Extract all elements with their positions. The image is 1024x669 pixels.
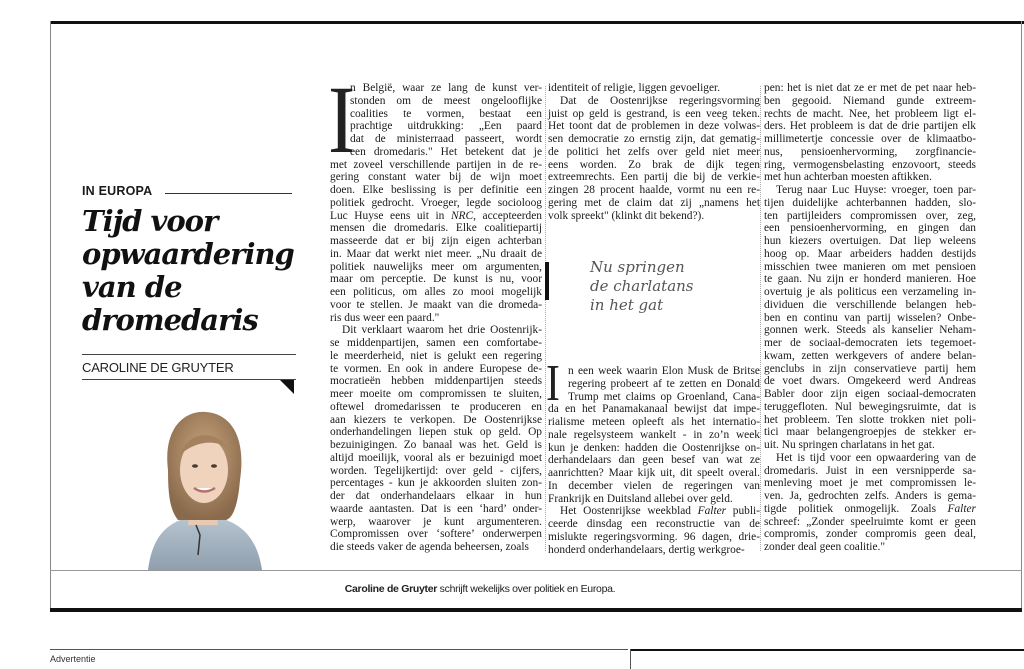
text-line: Babler door zijn eigen sociaal-democraten: [764, 388, 976, 400]
text-line: met hun achterban moesten aftikken.: [764, 171, 932, 184]
text-line: stonden om de meest ongelooflijke: [350, 94, 542, 107]
drop-cap: I: [328, 66, 356, 173]
text-line: millimetertje concessie over de klimaatbo-: [764, 133, 976, 145]
text-line: coalities te vormen, bestaat een: [350, 107, 542, 120]
text-line: misschien twee manieren om met pensioen: [764, 260, 976, 273]
text-line: ten partijleiders compromissen over, zeg,: [764, 209, 976, 222]
text-run: publi-: [726, 505, 760, 518]
page-top-rule: [50, 21, 1024, 24]
author-bio-text: schrijft wekelijks over politiek en Europa.: [437, 583, 616, 595]
text-line: ders. Het probleem is dat de drie partijen elk: [764, 120, 976, 133]
corner-triangle-icon: [280, 380, 294, 394]
text-line: dat de ministerraad passeert, wordt: [350, 133, 542, 145]
pull-quote: [590, 258, 694, 315]
text-line: volk spreekt" (klinkt dit bekend?).: [548, 209, 705, 222]
text-line: Compromissen over ‘softere’ onderwerpen: [330, 528, 542, 541]
text-line: In december vielen de regeringen van: [548, 479, 760, 492]
text-line: meer moeite om compromissen te sluiten,: [330, 388, 542, 400]
text-line: zonder deal geen coalitie.": [764, 541, 886, 553]
text-line: Dat de Oostenrijkse regeringsvorming: [560, 94, 760, 107]
text-line: derhandelaars dan geen besef van wat ze: [548, 454, 760, 467]
text-line: sen democratie zo ernstig zijn, dat gematig-: [548, 133, 760, 145]
text-line: Het toont dat de problemen in deze volwas-: [548, 120, 760, 133]
text-line: altijd moeilijk, vooral als er bezuinigd moet: [330, 451, 542, 464]
ad-box-left: [630, 649, 631, 669]
text-line: [330, 210, 542, 223]
text-line: honderd onderhandelaars, dertig werkgroe-: [548, 543, 745, 556]
drop-cap: I: [546, 355, 560, 412]
italic-text: Falter: [947, 502, 976, 515]
text-line: kun je denken: hadden die Oostenrijkse on-: [548, 441, 760, 454]
author-bio-name: Caroline de Gruyter: [344, 583, 438, 595]
byline-rule-bottom: [82, 379, 296, 380]
text-line: Trump met claims op Groenland, Cana-: [568, 390, 760, 403]
text-line: de voet dwars. Omgekeerd werd Andreas: [764, 375, 976, 388]
text-line: uit. Nu springen charlatans in het gat.: [764, 439, 935, 451]
text-line: tici maar belangengroepjes de stekker er-: [764, 426, 976, 439]
text-line: een politicus, om alles zo mooi mogelijk: [330, 286, 542, 298]
author-photo: [138, 400, 268, 570]
text-line: bezuinigingen. Zo banaal was het. Geld is: [330, 439, 542, 451]
text-line: politiek nauwelijks meer om argumenten,: [330, 260, 542, 273]
text-line: pen: het is niet dat ze er met de pet naar heb-: [764, 82, 976, 94]
headline-line: dromedaris: [82, 303, 258, 337]
article-column-1: [328, 66, 542, 554]
text-line: waarde aantasten. Dat is een ‘hard’ onder-: [330, 502, 542, 515]
text-line: zingen 28 procent haalde, vormt nu een re-: [548, 184, 760, 196]
text-line: kwam, zetten werkgevers of andere belan-: [764, 349, 976, 362]
text-line: [764, 503, 976, 516]
text-line: mislukte regeringsvorming. 96 dagen, drie-: [548, 530, 760, 543]
text-line: tijen duidelijke achterbannen hadden, slo-: [764, 196, 976, 209]
text-line: der dat onderhandelaars elkaar in hun: [330, 490, 542, 502]
text-line: Het is tijd voor een opwaardering van de: [776, 451, 976, 464]
text-line: le meerderheid, niet is gelukt een regering: [330, 349, 542, 362]
text-line: in. Maar dat werkt niet meer. „Nu draait de: [330, 247, 542, 260]
text-line: het probleem. Ten slotte trokken niet poli-: [764, 413, 976, 426]
ad-box-top: [630, 649, 1024, 651]
text-line: masseerde dat er bij zijn eigen achterban: [330, 235, 542, 247]
text-line: extreemrechts. Een partij die bij de verkie-: [548, 171, 760, 184]
text-line: eens worden. Zo brak de dijk tegen: [548, 158, 760, 171]
text-line: worden. Tegelijkertijd: over geld - cijfers,: [330, 464, 542, 477]
text-line: rechts de macht. Nee, het probleem ligt el-: [764, 107, 976, 120]
text-line: een pensioenhervorming, en gingen dan: [764, 222, 976, 235]
text-line: n een week waarin Elon Musk de Britse: [568, 365, 760, 377]
text-line: een dromedaris." Het betekent dat je: [350, 145, 542, 158]
text-line: ring, vermogensbelasting enzovoort, steeds: [764, 158, 976, 171]
text-line: da en het Panamakanaal bewijst dat impe-: [548, 403, 760, 416]
frame-right-border: [1021, 21, 1022, 611]
text-line: hun kiezers overtuigen. Dat liep weleens: [764, 235, 976, 247]
text-run: Luc Huyse eens uit in: [330, 209, 451, 222]
text-run: Het Oostenrijkse weekblad: [560, 505, 698, 518]
headline: [82, 205, 312, 337]
text-line: nus, pensioenhervorming, zorgfinancie-: [764, 145, 976, 158]
text-line: mocratieën hebben middenpartijen steeds: [330, 375, 542, 388]
text-line: maar om perceptie. De kunst is nu, voor: [330, 273, 542, 286]
text-line: aanrichtten? Maar kijk uit, dit speelt overal.: [548, 467, 760, 479]
text-line: politiek gedrocht. Vroeger, legde socioloog: [330, 196, 542, 209]
page-bottom-rule: [50, 608, 1022, 612]
pull-quote-line: Nu springen: [590, 258, 685, 276]
text-line: oftewel dromedarissen te produceren en: [330, 400, 542, 413]
text-line: mer de sociaal-democraten iets tegemoet-: [764, 337, 976, 349]
text-line: met zoveel verschillende partijen in de re-: [330, 158, 542, 171]
text-line: Terug naar Luc Huyse: vroeger, toen par-: [776, 184, 976, 196]
headline-line: opwaardering: [82, 237, 294, 271]
text-line: de politici het zelfs over geld niet meer: [548, 145, 760, 158]
text-line: nale regelsysteem wankelt - in zo’n week: [548, 428, 760, 441]
text-line: teruggefloten. Nul bewegingsruimte, dat is: [764, 400, 976, 413]
pull-quote-line: in het gat: [590, 296, 664, 314]
text-line: identiteit of religie, liggen gevoeliger.: [548, 82, 721, 94]
byline-rule-top: [82, 354, 296, 355]
author-bio: [0, 583, 960, 595]
text-line: onderhandelingen liepen stuk op geld. Op: [330, 426, 542, 439]
article-column-2-bottom: [548, 365, 760, 556]
text-line: voor te stellen. Je maakt van die dromeda-: [330, 298, 542, 311]
text-line: aan kiezers te verkopen. De Oostenrijkse: [330, 413, 542, 426]
text-line: n België, waar ze lang de kunst ver-: [350, 82, 542, 94]
text-line: hoog op. Maar arbeiders hadden destijds: [764, 247, 976, 260]
ad-rule: [50, 649, 628, 650]
text-line: die steeds vaker de agenda beheersen, zoals: [330, 541, 529, 553]
text-line: percentages - kun je akkoorden sluiten zon-: [330, 477, 542, 490]
article-column-2-top: [548, 82, 760, 222]
text-line: Dit verklaart waarom het drie Oostenrijk-: [342, 324, 542, 337]
text-line: genclubs in zijn conservatieve partij hem: [764, 362, 976, 375]
column-divider: [545, 86, 546, 551]
text-line: [548, 505, 760, 518]
column-divider: [760, 86, 761, 551]
text-line: compromis, zonder compromis geen deal,: [764, 528, 976, 541]
text-line: schreef: „Zonder speelruimte komt er geen: [764, 515, 976, 528]
caption-rule: [50, 570, 1022, 571]
byline: CAROLINE DE GRUYTER: [82, 360, 234, 375]
text-line: dromedaris. Juist in een versnipperde sa-: [764, 464, 976, 477]
text-line: ben en continu van partij wisselen? Onbe-: [764, 311, 976, 324]
text-run: , accepteerden: [473, 209, 542, 222]
text-line: te gaan. Nu zijn er honderd manieren. Hoe: [764, 273, 976, 286]
italic-text: Falter: [697, 505, 727, 518]
text-line: juist op geld is gestrand, is een veeg teken.: [548, 107, 760, 120]
text-line: regering probeert af te zetten en Donald: [568, 377, 760, 390]
headline-line: Tijd voor: [82, 204, 218, 238]
text-line: Frankrijk en Duitsland allebei over geld.: [548, 492, 733, 505]
headline-line: van de: [82, 270, 182, 304]
text-line: doen. Elke beslissing is per definitie een: [330, 184, 542, 196]
text-line: overtuig je als politicus een verzameling in-: [764, 286, 976, 298]
text-line: ven. Ja, gedrochten zelfs. Anders is gema-: [764, 490, 976, 502]
text-line: ceerde dinsdag een reconstructie van de: [548, 518, 760, 530]
italic-text: NRC: [450, 209, 474, 222]
article-column-3: [764, 82, 976, 554]
advertisement-label: Advertentie: [50, 654, 96, 664]
frame-left-border: [50, 21, 51, 611]
text-line: dividuen die verschillende belangen heb-: [764, 298, 976, 311]
text-line: prachtige uitdrukking: „Een paard: [350, 120, 542, 133]
text-line: se middenpartijen, samen een comfortabe-: [330, 337, 542, 349]
text-line: mensen die dromedaris. Elke coalitiepartij: [330, 222, 542, 235]
text-line: gonnen werk. Steeds als kanselier Neham-: [764, 324, 976, 337]
text-line: gering constant water bij de wijn moet: [330, 171, 542, 184]
text-line: ben gegooid. Niemand gunde extreem-: [764, 94, 976, 107]
text-line: te vormen. En ook in andere Europese de-: [330, 362, 542, 375]
section-label: IN EUROPA: [82, 184, 153, 198]
text-run: tigde politiek onmogelijk. Zoals: [764, 502, 948, 515]
text-line: menleving moet je met compromissen le-: [764, 477, 976, 490]
text-line: ris dus weer een paard.": [330, 311, 440, 324]
text-line: gering met de claim dat zij „namens het: [548, 196, 760, 209]
text-line: rialisme meteen opleeft als het internatio-: [548, 416, 760, 428]
pull-quote-line: de charlatans: [590, 277, 694, 295]
pull-quote-bar: [545, 262, 549, 300]
text-line: werp, waarover je kunt argumenteren.: [330, 515, 542, 528]
section-rule: [165, 193, 292, 194]
